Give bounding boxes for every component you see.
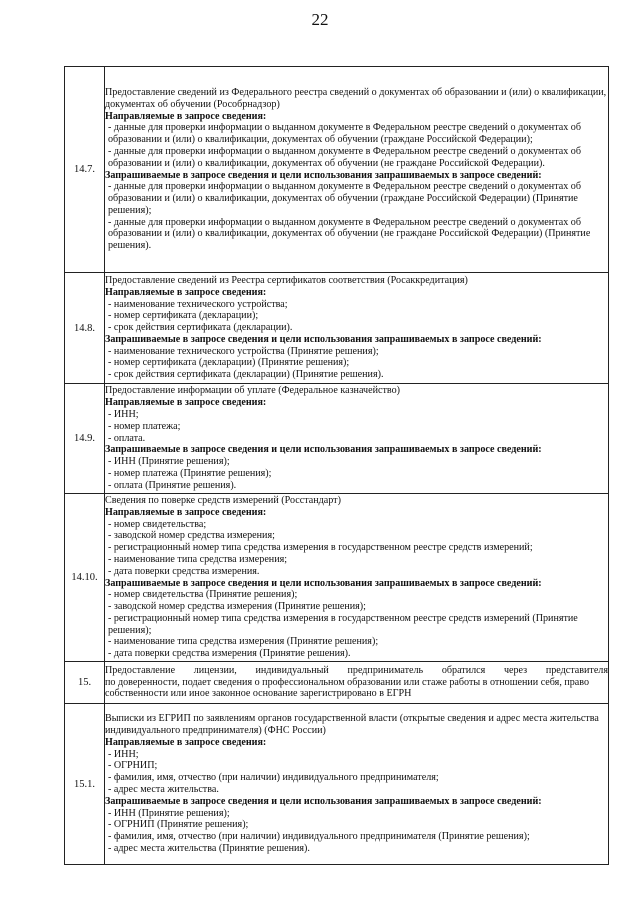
row-description	[105, 494, 609, 662]
section-heading: Направляемые в запросе сведения:	[105, 736, 267, 748]
row-number: 14.9.	[65, 384, 105, 494]
list-item: - адрес места жительства.	[108, 784, 219, 795]
list-item: - ИНН (Принятие решения);	[108, 807, 230, 819]
page-number: 22	[311, 10, 329, 29]
table-row	[65, 662, 609, 704]
section-heading: Запрашиваемые в запросе сведения и цели использования запрашиваемых в запросе сведений:	[105, 577, 542, 589]
list-item: - регистрационный номер типа средства измерения в государственном реестре средств измерений (Принятие решения);	[108, 612, 578, 636]
section-heading: Направляемые в запросе сведения:	[105, 286, 267, 298]
list-item: - номер свидетельства (Принятие решения);	[108, 589, 298, 601]
row-heading: по доверенности, подает сведения о профессиональном образовании или стаже работы в отношении себя, право собственности или иное законное основание зарегистрировано в ЕГРН	[105, 676, 590, 700]
list-item: - данные для проверки информации о выданном документе в Федеральном реестре сведений о документах об образовании и (или) о квалификации, документах об обучении (граждане Российской Федерации);	[108, 122, 581, 146]
list-item: - ОГРНИП;	[108, 760, 158, 772]
list-item: - ИНН (Принятие решения);	[108, 456, 230, 468]
list-item: - дата поверки средства измерения (Принятие решения).	[108, 648, 351, 660]
row-number: 15.	[65, 662, 105, 704]
services-table	[64, 66, 609, 865]
row-heading: Предоставление информации об уплате (Федеральное казначейство)	[105, 385, 400, 397]
table-body	[65, 67, 609, 865]
list-item: - наименование технического устройства (Принятие решения);	[108, 345, 379, 357]
list-item: - номер платежа (Принятие решения);	[108, 467, 272, 479]
row-heading: Предоставление сведений из Федерального реестра сведений о документах об образовании и (или) о квалификации, документах об обучении (Рособрнадзор)	[105, 86, 607, 110]
list-item: - заводской номер средства измерения;	[108, 530, 275, 542]
list-item: - регистрационный номер типа средства измерения в государственном реестре средств измерений;	[108, 542, 533, 554]
list-item: - срок действия сертификата (декларации) (Принятие решения).	[108, 369, 384, 381]
section-heading: Запрашиваемые в запросе сведения и цели использования запрашиваемых в запросе сведений:	[105, 444, 542, 456]
list-item: - номер сертификата (декларации) (Принятие решения);	[108, 357, 350, 369]
row-number: 14.10.	[65, 494, 105, 662]
row-heading: Выписки из ЕГРИП по заявлениям органов государственной власти (открытые сведения и адрес места жительства индивидуального предпринимателя) (ФНС России)	[105, 713, 599, 737]
list-item: - фамилия, имя, отчество (при наличии) индивидуального предпринимателя;	[108, 772, 439, 784]
list-item: - номер свидетельства;	[108, 518, 207, 530]
section-heading: Запрашиваемые в запросе сведения и цели использования запрашиваемых в запросе сведений:	[105, 333, 542, 345]
list-item: - номер сертификата (декларации);	[108, 310, 259, 322]
row-number: 14.8.	[65, 273, 105, 384]
list-item: - наименование типа средства измерения (Принятие решения);	[108, 636, 379, 648]
list-item: - номер платежа;	[108, 420, 181, 432]
row-description	[105, 67, 609, 273]
section-heading: Направляемые в запросе сведения:	[105, 110, 267, 122]
row-heading: Предоставление сведений из Реестра сертификатов соответствия (Росаккредитация)	[105, 274, 468, 286]
section-heading: Запрашиваемые в запросе сведения и цели использования запрашиваемых в запросе сведений:	[105, 795, 542, 807]
list-item: - адрес места жительства (Принятие решения).	[108, 842, 310, 854]
row-heading: Сведения по поверке средств измерений (Росстандарт)	[105, 494, 341, 506]
list-item: - ОГРНИП (Принятие решения);	[108, 819, 249, 831]
list-item: - данные для проверки информации о выданном документе в Федеральном реестре сведений о документах об образовании и (или) о квалификации, документах об обучении (не граждане Российской Федерации).	[108, 145, 581, 169]
list-item: - заводской номер средства измерения (Принятие решения);	[108, 601, 366, 613]
list-item: - срок действия сертификата (декларации).	[108, 322, 293, 334]
table-row	[65, 494, 609, 662]
list-item: - наименование технического устройства;	[108, 298, 288, 310]
list-item: - наименование типа средства измерения;	[108, 553, 288, 565]
section-heading: Направляемые в запросе сведения:	[105, 397, 267, 409]
row-heading: Предоставление лицензии, индивидуальный предприниматель обратился через представителя	[105, 664, 608, 676]
list-item: - дата поверки средства измерения.	[108, 565, 260, 577]
row-description	[105, 704, 609, 865]
list-item: - оплата.	[108, 432, 146, 444]
list-item: - данные для проверки информации о выданном документе в Федеральном реестре сведений о документах об образовании и (или) о квалификации, документах об обучении (граждане Российской Федерации) (Принятие решения);	[108, 181, 581, 216]
row-description	[105, 662, 609, 704]
row-number: 14.7.	[65, 67, 105, 273]
list-item: - данные для проверки информации о выданном документе в Федеральном реестре сведений о документах об образовании и (или) о квалификации, документах об обучении (не граждане Российской Федерации) (Принятие решения).	[108, 216, 591, 252]
section-heading: Запрашиваемые в запросе сведения и цели использования запрашиваемых в запросе сведений:	[105, 169, 542, 181]
row-description	[105, 273, 609, 384]
table-row	[65, 704, 609, 865]
row-description	[105, 384, 609, 494]
section-heading: Направляемые в запросе сведения:	[105, 506, 267, 518]
table-row	[65, 67, 609, 273]
table-row	[65, 273, 609, 384]
list-item: - ИНН;	[108, 409, 139, 420]
list-item: - ИНН;	[108, 748, 139, 760]
row-number: 15.1.	[65, 704, 105, 865]
list-item: - фамилия, имя, отчество (при наличии) индивидуального предпринимателя (Принятие решения);	[108, 831, 530, 843]
table-row	[65, 384, 609, 494]
list-item: - оплата (Принятие решения).	[108, 479, 237, 491]
